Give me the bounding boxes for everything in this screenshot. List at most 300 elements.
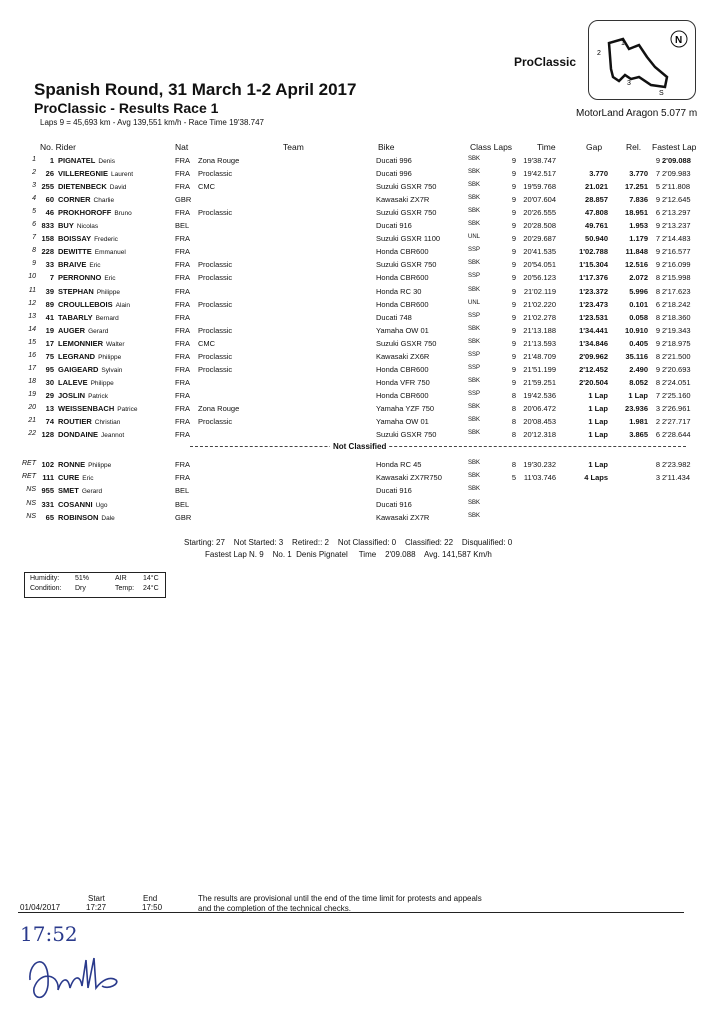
fastest-lap-number-cell: 8 [655, 312, 660, 322]
results-title: Spanish Round, 31 March 1-2 April 2017 [34, 80, 357, 99]
fastest-lap-number-cell: 8 [655, 351, 660, 361]
number-cell: 13 [45, 403, 54, 413]
nat-cell: BEL [175, 486, 190, 496]
time-cell: 21'51.199 [523, 364, 556, 374]
table-row [0, 169, 724, 181]
rider-last-name: DIETENBECK [58, 182, 107, 192]
class-cell: SBK [468, 260, 481, 267]
rider-name-cell [58, 460, 111, 469]
weather-box [24, 572, 166, 598]
class-cell: SBK [468, 286, 481, 293]
laps-cell: 8 [511, 403, 516, 413]
time-cell: 21'48.709 [523, 351, 556, 361]
fastest-lap-time-cell: 2'27.717 [662, 417, 691, 426]
rel-cell: 2.072 [629, 273, 648, 283]
rider-name-cell [58, 182, 126, 191]
col-header-fastest: Fastest Lap [652, 142, 697, 152]
rider-last-name: RONNE [58, 460, 86, 469]
rel-cell: 8.052 [629, 377, 648, 387]
fastest-lap-number-cell: 8 [655, 460, 660, 469]
fastest-lap-time-cell: 2'19.343 [662, 325, 691, 335]
gap-cell: 2'20.504 [579, 377, 608, 387]
team-cell: CMC [198, 338, 216, 348]
fastest-lap-time-cell: 2'13.297 [662, 208, 691, 218]
table-row [0, 339, 724, 351]
bike-cell: Suzuki GSXR 750 [376, 430, 437, 440]
team-cell: Proclassic [198, 351, 233, 361]
table-row [0, 273, 724, 285]
gap-cell: 4 Laps [584, 473, 608, 483]
signature [20, 940, 130, 1015]
bike-cell: Kawasaki ZX6R [376, 351, 430, 361]
position-cell: 21 [28, 417, 36, 424]
team-cell: Proclassic [198, 325, 233, 335]
fastest-lap-time-cell: 2'09.088 [662, 156, 691, 165]
fastest-lap-summary: Fastest Lap N. 9 No. 1 Denis Pignatel Time 2'09.088 Avg. 141,587 Km/h [205, 550, 492, 559]
number-cell: 228 [41, 247, 54, 257]
track-name: MotorLand Aragon 5.077 m [576, 108, 698, 119]
rider-last-name: PROKHOROFF [58, 208, 112, 218]
laps-cell: 8 [511, 417, 516, 426]
rider-first-name: Sylvain [101, 366, 123, 374]
position-cell: 1 [32, 156, 36, 163]
fastest-lap-time-cell: 2'25.160 [662, 390, 691, 400]
table-row [0, 404, 724, 416]
fastest-lap-time-cell: 2'18.242 [662, 299, 691, 309]
position-cell: 18 [28, 377, 36, 385]
fastest-lap-number-cell: 7 [655, 234, 660, 244]
air-value: 14°C [143, 575, 159, 582]
fastest-lap-time-cell: 2'11.808 [662, 182, 690, 192]
time-cell: 21'02.278 [523, 312, 556, 322]
laps-cell: 8 [511, 430, 516, 440]
rider-last-name: WEISSENBACH [58, 403, 115, 413]
rider-last-name: PERRONNO [58, 273, 102, 283]
position-cell: 4 [32, 195, 36, 203]
col-header-nat: Nat [175, 142, 189, 152]
number-cell: 19 [45, 325, 54, 335]
class-cell: SSP [468, 351, 481, 358]
rel-cell: 3.865 [629, 430, 648, 440]
bike-cell: Suzuki GSXR 750 [376, 182, 437, 192]
laps-cell: 9 [511, 299, 516, 309]
footer-date: 01/04/2017 [20, 903, 61, 912]
rider-first-name: Frederic [94, 236, 118, 244]
position-cell: 14 [28, 325, 36, 333]
bike-cell: Ducati 748 [376, 312, 412, 322]
number-cell: 102 [41, 460, 54, 469]
gap-cell: 21.021 [585, 182, 608, 192]
rider-name-cell [58, 273, 116, 282]
laps-cell: 5 [511, 473, 516, 483]
bike-cell: Ducati 916 [376, 486, 412, 496]
rider-first-name: Nicolas [76, 223, 99, 231]
position-cell: NS [26, 486, 36, 494]
fastest-lap-time-cell: 2'21.500 [662, 351, 691, 361]
number-cell: 60 [45, 195, 54, 205]
position-cell: RET [22, 473, 36, 481]
gap-cell: 1 Lap [588, 390, 608, 400]
team-cell: Zona Rouge [198, 156, 240, 165]
team-cell: Proclassic [198, 260, 233, 270]
number-cell: 95 [45, 364, 54, 374]
provisional-note-line2: and the completion of the technical checks. [198, 904, 351, 913]
rider-first-name: Eric [89, 262, 101, 270]
table-row [0, 182, 724, 194]
nat-cell: FRA [175, 312, 190, 322]
not-classified-label: Not Classified [330, 442, 389, 451]
rider-first-name: Jeannot [101, 432, 125, 440]
number-cell: 331 [41, 499, 54, 509]
team-cell: Proclassic [198, 273, 233, 283]
number-cell: 41 [45, 312, 54, 322]
class-cell: SBK [468, 338, 481, 345]
rider-name-cell [58, 473, 93, 482]
rider-name-cell [58, 234, 118, 243]
rider-last-name: LEGRAND [58, 351, 96, 361]
team-cell: Proclassic [198, 169, 233, 179]
nat-cell: FRA [175, 403, 190, 413]
bike-cell: Honda RC 30 [376, 286, 422, 296]
number-cell: 255 [41, 182, 54, 192]
laps-cell: 9 [511, 364, 516, 374]
nat-cell: FRA [175, 247, 190, 257]
rider-name-cell [58, 352, 121, 361]
table-row [0, 234, 724, 246]
logo-label-3: 3 [627, 80, 631, 87]
laps-cell: 9 [511, 312, 516, 322]
table-row [0, 260, 724, 272]
time-cell: 19'42.517 [523, 169, 556, 179]
table-row [0, 417, 724, 429]
number-cell: 833 [41, 221, 54, 231]
time-cell: 20'12.318 [523, 430, 556, 440]
rider-first-name: Denis [98, 158, 115, 165]
nat-cell: BEL [175, 499, 190, 509]
nat-cell: FRA [175, 430, 190, 440]
rider-first-name: Gerard [81, 488, 103, 496]
class-cell: SBK [468, 417, 481, 423]
class-cell: SSP [468, 390, 481, 397]
rider-last-name: CORNER [58, 195, 91, 205]
position-cell: 9 [32, 260, 36, 268]
rider-last-name: ROUTIER [58, 417, 92, 426]
condition-label: Condition: [30, 585, 62, 592]
rel-cell: 3.770 [629, 169, 648, 179]
position-cell: 13 [28, 312, 36, 320]
bike-cell: Honda RC 45 [376, 460, 422, 469]
rel-cell: 35.116 [625, 351, 648, 361]
nat-cell: GBR [175, 512, 192, 522]
rider-last-name: CROULLEBOIS [58, 299, 113, 309]
time-cell: 20'28.508 [523, 221, 556, 231]
rel-cell: 5.996 [629, 286, 648, 296]
fastest-lap-time-cell: 2'16.099 [662, 260, 691, 270]
class-cell: SSP [468, 312, 481, 319]
gap-cell: 1'15.304 [579, 260, 608, 270]
position-cell: 20 [28, 403, 36, 411]
gap-cell: 47.808 [585, 208, 608, 218]
time-cell: 20'41.535 [523, 247, 556, 257]
nat-cell: FRA [175, 169, 190, 179]
table-row [0, 391, 724, 403]
laps-cell: 9 [511, 377, 516, 387]
table-row [0, 287, 724, 299]
fastest-lap-number-cell: 3 [655, 403, 660, 413]
class-cell: SBK [468, 512, 481, 519]
rel-cell: 10.910 [625, 325, 648, 335]
time-cell: 19'30.232 [523, 460, 556, 469]
rider-first-name: Philippe [88, 462, 112, 469]
number-cell: 29 [45, 390, 54, 400]
number-cell: 26 [45, 169, 54, 179]
time-cell: 21'02.220 [523, 299, 556, 309]
rider-first-name: Eric [82, 475, 94, 483]
temp-value: 24°C [143, 585, 159, 592]
rel-cell: 0.101 [629, 299, 648, 309]
bike-cell: Yamaha YZF 750 [376, 403, 435, 413]
table-row [0, 313, 724, 325]
handwritten-time: 17:52 [20, 922, 78, 946]
number-cell: 955 [41, 486, 54, 496]
humidity-value: 51% [75, 575, 90, 582]
end-time: 17:50 [142, 903, 163, 912]
race-info: Laps 9 = 45,693 km - Avg 139,551 km/h - Race Time 19'38.747 [40, 118, 264, 127]
rider-first-name: Patrick [88, 392, 108, 400]
bike-cell: Yamaha OW 01 [376, 325, 429, 335]
class-cell: SBK [468, 499, 481, 506]
gap-cell: 50.940 [585, 234, 608, 244]
number-cell: 7 [49, 273, 54, 283]
position-cell: 15 [28, 338, 36, 346]
rider-first-name: Christian [94, 419, 121, 426]
time-cell: 20'07.604 [523, 195, 556, 205]
bike-cell: Honda CBR600 [376, 273, 429, 283]
fastest-lap-number-cell: 9 [655, 156, 660, 165]
rider-first-name: Laurent [111, 171, 134, 179]
humidity-label: Humidity: [30, 575, 60, 582]
rider-name-cell [58, 169, 133, 178]
fastest-lap-time-cell: 2'09.983 [662, 169, 691, 179]
table-row [0, 195, 724, 207]
rel-cell: 11.848 [625, 247, 648, 257]
number-cell: 30 [45, 377, 54, 387]
rider-first-name: Alain [115, 301, 131, 309]
gap-cell: 1 Lap [588, 460, 608, 469]
rider-name-cell [58, 300, 130, 309]
rider-first-name: Philippe [96, 288, 120, 296]
fastest-lap-time-cell: 2'23.982 [662, 460, 691, 469]
number-cell: 33 [45, 260, 54, 270]
bike-cell: Honda CBR600 [376, 247, 429, 257]
rider-name-cell [58, 326, 108, 335]
rider-first-name: Walter [106, 340, 125, 348]
rider-name-cell [58, 486, 102, 495]
table-row [0, 513, 724, 525]
laps-cell: 9 [511, 338, 516, 348]
laps-cell: 9 [511, 247, 516, 257]
logo-label-s: S [659, 90, 664, 97]
end-label: End [143, 894, 158, 903]
fastest-lap-time-cell: 2'15.998 [662, 273, 691, 283]
laps-cell: 9 [511, 182, 516, 192]
class-cell: SBK [468, 221, 481, 228]
nat-cell: FRA [175, 182, 190, 192]
fastest-lap-number-cell: 2 [655, 417, 660, 426]
number-cell: 74 [45, 417, 54, 426]
table-row [0, 460, 724, 472]
position-cell: 3 [32, 182, 36, 190]
rel-cell: 12.516 [625, 260, 648, 270]
class-cell: SSP [468, 273, 481, 280]
gap-cell: 3.770 [589, 169, 608, 179]
position-cell: 16 [28, 351, 36, 359]
rider-last-name: LALEVE [58, 377, 88, 387]
gap-cell: 1'17.376 [579, 273, 608, 283]
laps-cell: 9 [511, 260, 516, 270]
bike-cell: Kawasaki ZX7R [376, 195, 430, 205]
laps-cell: 8 [511, 460, 516, 469]
position-cell: RET [22, 460, 36, 467]
circuit-logo [588, 20, 696, 100]
rider-first-name: Bernard [95, 314, 119, 322]
fastest-lap-number-cell: 5 [655, 182, 660, 192]
rider-last-name: STEPHAN [58, 286, 94, 296]
fastest-lap-number-cell: 8 [655, 273, 660, 283]
rider-last-name: DONDAINE [58, 430, 99, 440]
team-cell: Proclassic [198, 417, 233, 426]
number-cell: 17 [45, 338, 54, 348]
laps-cell: 9 [511, 221, 516, 231]
number-cell: 75 [45, 351, 54, 361]
laps-cell: 9 [511, 286, 516, 296]
laps-cell: 9 [511, 156, 516, 165]
nat-cell: FRA [175, 299, 190, 309]
class-cell: SBK [468, 430, 481, 437]
nat-cell: FRA [175, 460, 190, 469]
condition-value: Dry [75, 585, 86, 592]
col-header-bike: Bike [378, 142, 395, 152]
rel-cell: 18.951 [625, 208, 648, 218]
fastest-lap-number-cell: 9 [655, 364, 660, 374]
rel-cell: 17.251 [625, 182, 648, 192]
class-cell: SBK [468, 169, 481, 176]
laps-cell: 9 [511, 325, 516, 335]
gap-cell: 1'23.531 [579, 312, 608, 322]
number-cell: 1 [49, 156, 54, 165]
fastest-lap-number-cell: 9 [655, 338, 660, 348]
nat-cell: FRA [175, 377, 190, 387]
rider-name-cell [58, 417, 120, 426]
rider-name-cell [58, 156, 115, 165]
laps-cell: 9 [511, 169, 516, 179]
rider-first-name: Emmanuel [94, 249, 126, 257]
position-cell: 5 [32, 208, 36, 216]
class-cell: SSP [468, 247, 481, 254]
time-cell: 20'08.453 [523, 417, 556, 426]
position-cell: NS [26, 499, 36, 507]
rider-name-cell [58, 430, 124, 439]
logo-label-2: 2 [597, 50, 601, 57]
nat-cell: FRA [175, 273, 190, 283]
rider-first-name: Gerard [88, 327, 109, 335]
table-row [0, 378, 724, 390]
rider-last-name: JOSLIN [58, 390, 86, 400]
results-subtitle: ProClassic - Results Race 1 [34, 100, 219, 116]
position-cell: 22 [28, 430, 36, 438]
bike-cell: Ducati 996 [376, 156, 412, 165]
fastest-lap-number-cell: 9 [655, 195, 660, 205]
laps-cell: 9 [511, 234, 516, 244]
class-cell: SSP [468, 364, 481, 371]
fastest-lap-number-cell: 9 [655, 260, 660, 270]
rider-last-name: TABARLY [58, 312, 93, 322]
rider-name-cell [58, 513, 115, 522]
table-row [0, 247, 724, 259]
fastest-lap-time-cell: 2'11.434 [662, 473, 690, 483]
table-row [0, 156, 724, 168]
number-cell: 46 [45, 208, 54, 218]
rel-cell: 1.179 [629, 234, 648, 244]
rider-last-name: LEMONNIER [58, 338, 103, 348]
rider-name-cell [58, 365, 122, 374]
laps-cell: 8 [511, 390, 516, 400]
rider-first-name: David [109, 184, 127, 192]
rider-first-name: Charlie [93, 197, 115, 205]
position-cell: 2 [32, 169, 36, 177]
rel-cell: 2.490 [629, 364, 648, 374]
gap-cell: 2'09.962 [579, 351, 608, 361]
rel-cell: 23.936 [625, 403, 648, 413]
bike-cell: Honda CBR600 [376, 299, 429, 309]
rel-cell: 0.058 [629, 312, 648, 322]
fastest-lap-number-cell: 3 [655, 473, 660, 483]
rider-first-name: Bruno [114, 210, 132, 218]
table-row [0, 352, 724, 364]
nat-cell: FRA [175, 156, 190, 165]
fastest-lap-time-cell: 2'17.623 [662, 286, 691, 296]
rider-name-cell [58, 221, 98, 230]
time-cell: 19'59.768 [523, 182, 556, 192]
position-cell: 7 [32, 234, 36, 242]
class-cell: SBK [468, 195, 481, 202]
rider-last-name: ROBINSON [58, 512, 99, 522]
rider-name-cell [58, 500, 108, 509]
rider-last-name: PIGNATEL [58, 156, 96, 165]
rider-last-name: CURE [58, 473, 80, 483]
table-row [0, 486, 724, 498]
rider-last-name: GAIGEARD [58, 364, 99, 374]
rider-first-name: Eric [104, 275, 116, 283]
bike-cell: Kawasaki ZX7R [376, 512, 430, 522]
bike-cell: Honda CBR600 [376, 364, 429, 374]
bike-cell: Ducati 916 [376, 221, 412, 231]
rel-cell: 1.953 [629, 221, 648, 231]
nat-cell: FRA [175, 260, 190, 270]
bike-cell: Honda VFR 750 [376, 377, 430, 387]
rider-name-cell [58, 404, 138, 413]
fastest-lap-time-cell: 2'26.961 [662, 403, 691, 413]
position-cell: 12 [28, 299, 36, 307]
class-cell: SBK [468, 325, 481, 332]
rider-name-cell [58, 313, 119, 322]
bike-cell: Suzuki GSXR 750 [376, 260, 437, 270]
fastest-lap-number-cell: 8 [655, 286, 660, 296]
gap-cell: 49.761 [585, 221, 608, 231]
fastest-lap-number-cell: 6 [655, 299, 660, 309]
number-cell: 111 [42, 473, 54, 483]
rider-first-name: Philippe [98, 353, 122, 361]
